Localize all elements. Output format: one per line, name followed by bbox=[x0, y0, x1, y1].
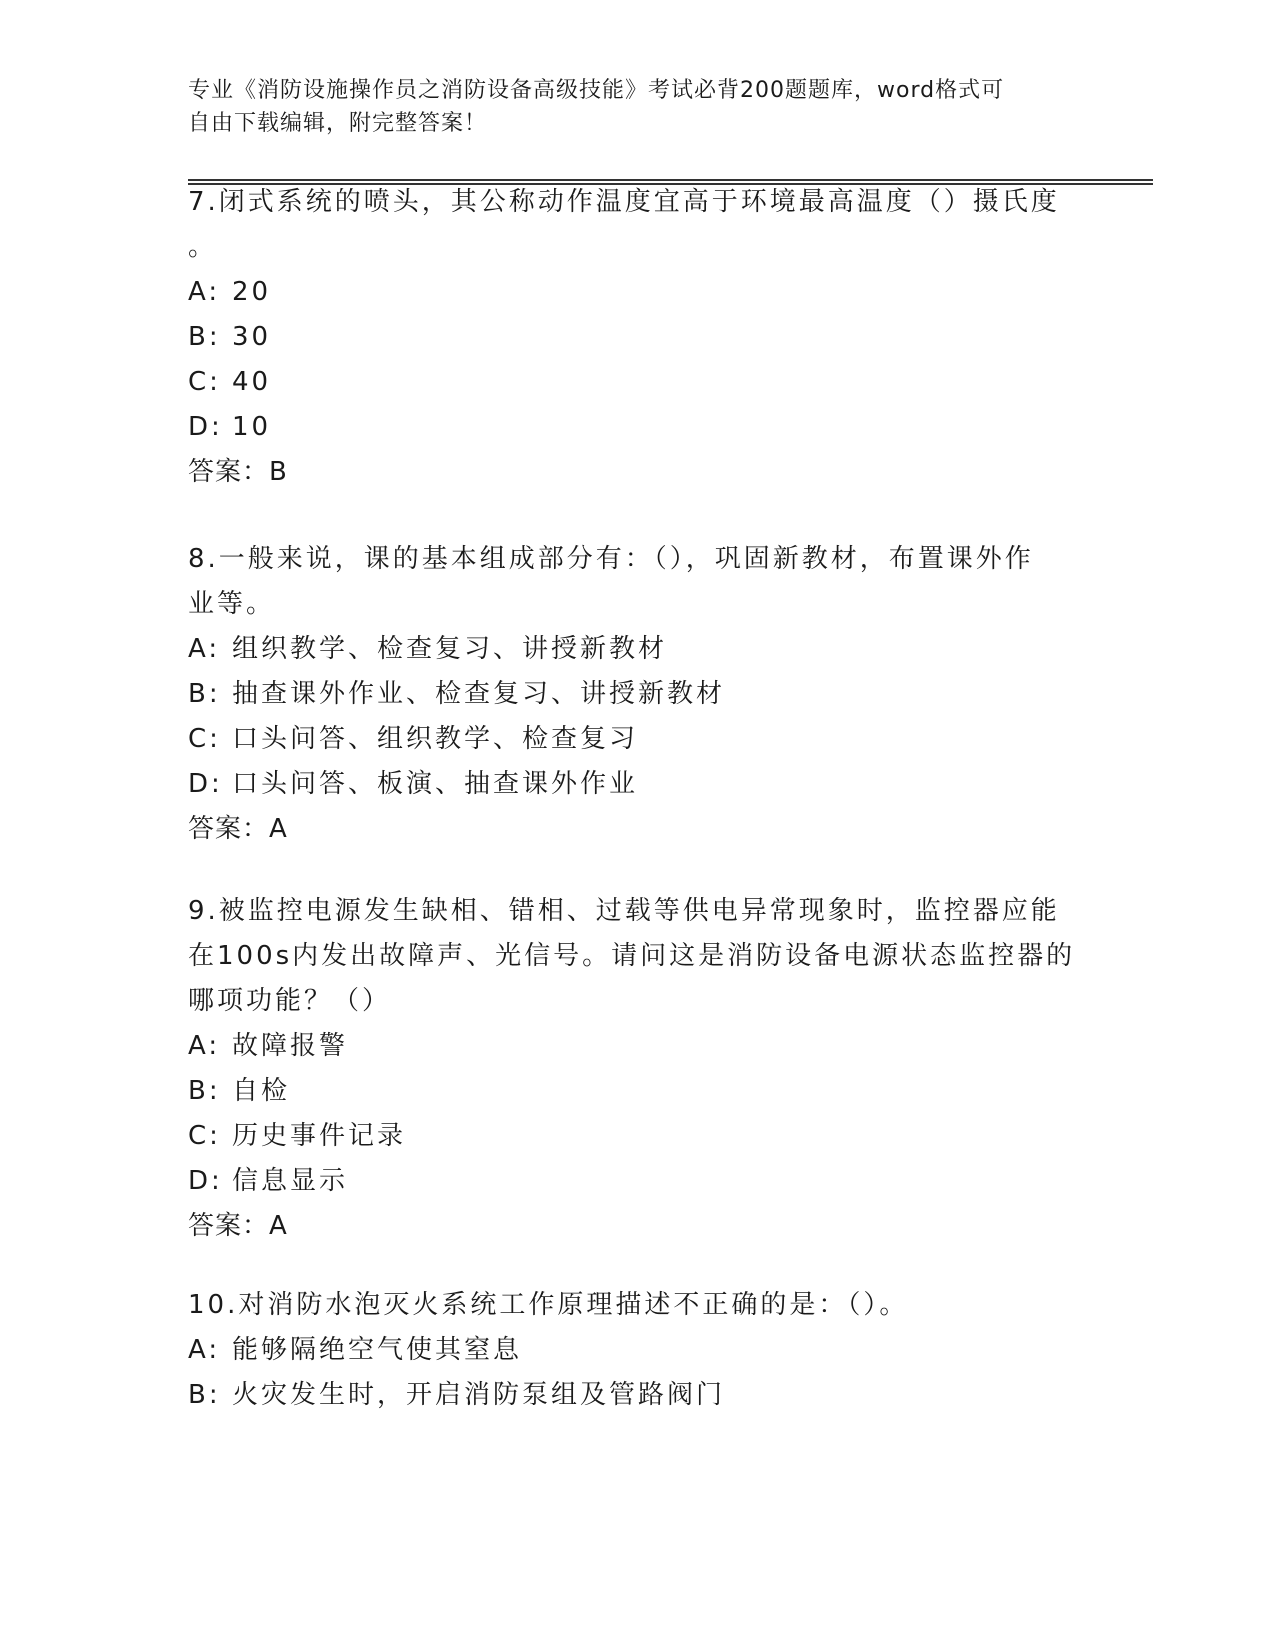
option-text: 故障报警 bbox=[232, 1031, 349, 1061]
option-key: A: bbox=[188, 1031, 221, 1061]
answer: 答案：A bbox=[188, 814, 288, 844]
stem-line: 7.闭式系统的喷头，其公称动作温度宜高于环境最高温度（）摄氏度 bbox=[188, 187, 1060, 217]
question-stem bbox=[188, 180, 1088, 270]
option-text: 口头问答、组织教学、检查复习 bbox=[232, 724, 639, 754]
option-text: 历史事件记录 bbox=[232, 1121, 407, 1151]
option-d bbox=[188, 762, 1088, 807]
option-key: C: bbox=[188, 1121, 221, 1151]
option-d bbox=[188, 1159, 1088, 1204]
option-key: C: bbox=[188, 367, 221, 397]
answer: 答案：A bbox=[188, 1211, 288, 1241]
question-stem bbox=[188, 1283, 1088, 1328]
option-key: B: bbox=[188, 322, 221, 352]
question-stem bbox=[188, 889, 1088, 1024]
stem-line: 业等。 bbox=[188, 589, 276, 619]
option-text: 抽查课外作业、检查复习、讲授新教材 bbox=[232, 679, 726, 709]
option-text: 能够隔绝空气使其窒息 bbox=[232, 1335, 523, 1365]
option-key: D: bbox=[188, 412, 223, 442]
option-d bbox=[188, 405, 1088, 450]
option-text: 30 bbox=[232, 322, 272, 352]
option-key: A: bbox=[188, 1335, 221, 1365]
question-stem bbox=[188, 537, 1088, 627]
option-text: 口头问答、板演、抽查课外作业 bbox=[232, 769, 639, 799]
option-b bbox=[188, 315, 1088, 360]
option-a bbox=[188, 627, 1088, 672]
option-a bbox=[188, 1328, 1088, 1373]
option-c bbox=[188, 717, 1088, 762]
option-text: 火灾发生时，开启消防泵组及管路阀门 bbox=[232, 1380, 726, 1410]
header-line-1: 专业《消防设施操作员之消防设备高级技能》考试必背200题题库，word格式可 bbox=[188, 78, 1005, 103]
question-8 bbox=[188, 537, 1088, 852]
stem-line: 9.被监控电源发生缺相、错相、过载等供电异常现象时，监控器应能 bbox=[188, 896, 1060, 926]
document-header bbox=[188, 74, 1068, 140]
stem-line: 。 bbox=[188, 232, 218, 262]
question-9 bbox=[188, 889, 1088, 1249]
option-text: 信息显示 bbox=[232, 1166, 349, 1196]
stem-line: 在100s内发出故障声、光信号。请问这是消防设备电源状态监控器的 bbox=[188, 941, 1076, 971]
option-a bbox=[188, 1024, 1088, 1069]
option-text: 20 bbox=[232, 277, 272, 307]
option-text: 10 bbox=[232, 412, 272, 442]
header-line-2: 自由下载编辑，附完整答案！ bbox=[188, 111, 488, 136]
option-b bbox=[188, 672, 1088, 717]
option-b bbox=[188, 1373, 1088, 1418]
option-key: C: bbox=[188, 724, 221, 754]
option-c bbox=[188, 1114, 1088, 1159]
stem-line: 10.对消防水泡灭火系统工作原理描述不正确的是：（）。 bbox=[188, 1290, 909, 1320]
option-text: 组织教学、检查复习、讲授新教材 bbox=[232, 634, 668, 664]
question-10 bbox=[188, 1283, 1088, 1418]
option-key: B: bbox=[188, 1076, 221, 1106]
option-b bbox=[188, 1069, 1088, 1114]
option-key: B: bbox=[188, 1380, 221, 1410]
option-key: A: bbox=[188, 634, 221, 664]
option-c bbox=[188, 360, 1088, 405]
option-text: 40 bbox=[232, 367, 272, 397]
option-key: D: bbox=[188, 769, 223, 799]
option-key: A: bbox=[188, 277, 221, 307]
stem-line: 8.一般来说，课的基本组成部分有：（），巩固新教材，布置课外作 bbox=[188, 544, 1034, 574]
option-text: 自检 bbox=[232, 1076, 291, 1106]
stem-line: 哪项功能？（） bbox=[188, 986, 392, 1016]
question-7 bbox=[188, 180, 1088, 495]
answer: 答案：B bbox=[188, 457, 288, 487]
option-key: D: bbox=[188, 1166, 223, 1196]
option-key: B: bbox=[188, 679, 221, 709]
option-a bbox=[188, 270, 1088, 315]
